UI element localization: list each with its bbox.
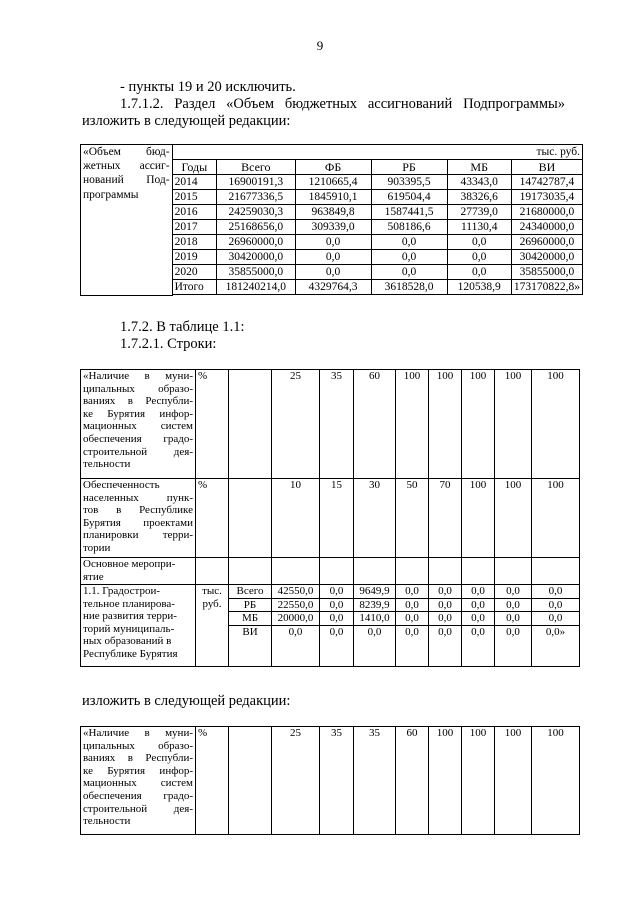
value-cell: 0,0 — [495, 585, 532, 599]
label-line: Республике Бурятия — [83, 647, 178, 660]
label-line: Бурятия проектами — [83, 516, 193, 529]
label-line: ятие — [83, 570, 104, 583]
budget-header: Годы — [172, 160, 217, 175]
table-row — [81, 479, 580, 558]
budget-label-cell — [81, 145, 173, 296]
budget-cell: 30420000,0 — [511, 250, 582, 265]
value-cell: 0,0 — [320, 598, 354, 612]
label-line: Обеспеченность — [83, 479, 160, 491]
empty-cell — [229, 370, 272, 479]
budget-cell: 21677336,5 — [217, 190, 295, 205]
budget-cell: 26960000,0 — [511, 235, 582, 250]
label-line: строительной дея- — [83, 802, 193, 815]
value-cell: 0,0 — [396, 612, 429, 626]
value-cell: 100 — [532, 727, 580, 835]
budget-cell: 0,0 — [447, 265, 511, 280]
value-cell: 0,0 — [429, 585, 462, 599]
budget-cell: 24259030,3 — [217, 205, 295, 220]
budget-cell: 173170822,8» — [511, 280, 582, 295]
empty-cell — [229, 727, 272, 835]
label-line: ке Бурятия инфор- — [83, 407, 193, 420]
row-label — [81, 727, 196, 835]
budget-cell: 1210665,4 — [295, 175, 371, 190]
budget-cell: 0,0 — [447, 250, 511, 265]
value-cell: 0,0 — [396, 585, 429, 599]
value-cell: 0,0 — [495, 598, 532, 612]
value-cell: 9649,9 — [354, 585, 396, 599]
budget-cell: 38326,6 — [447, 190, 511, 205]
label-line: «Наличие в муни- — [83, 727, 193, 739]
value-cell: 100 — [462, 370, 495, 479]
budget-cell: 35855000,0 — [511, 265, 582, 280]
value-cell: 0,0 — [320, 625, 354, 666]
budget-label-line: нований Под- — [83, 174, 170, 187]
budget-cell: 309339,0 — [295, 220, 371, 235]
value-cell: 100 — [462, 479, 495, 558]
label-line: Основное меропри- — [83, 558, 176, 570]
unit-cell: % — [196, 727, 229, 835]
budget-cell: 508186,6 — [371, 220, 447, 235]
budget-cell: 3618528,0 — [371, 280, 447, 295]
budget-cell: 0,0 — [295, 250, 371, 265]
indicators-table-old — [80, 369, 580, 667]
page-number: 9 — [316, 38, 324, 53]
value-cell: 100 — [532, 479, 580, 558]
value-cell: 0,0 — [429, 625, 462, 666]
source-cell: РБ — [229, 598, 272, 612]
text-line-edition-2: изложить в следующей редакции: — [82, 693, 291, 709]
budget-header: Всего — [217, 160, 295, 175]
value-cell: 60 — [354, 370, 396, 479]
row-label — [81, 479, 196, 558]
label-line: ваниях в Республи- — [83, 752, 193, 765]
budget-cell: 2017 — [172, 220, 217, 235]
value-cell: 35 — [354, 727, 396, 835]
label-line: «Наличие в муни- — [83, 370, 193, 382]
text-line-section: 1.7.1.2. Раздел «Объем бюджетных ассигнований Подпрограммы» — [120, 96, 565, 112]
source-cell: ВИ — [229, 625, 272, 666]
budget-label-line: программы — [83, 188, 139, 201]
label-line: ных образований в — [83, 635, 172, 648]
budget-cell: Итого — [172, 280, 217, 295]
budget-cell: 14742787,4 — [511, 175, 582, 190]
budget-unit: тыс. руб. — [172, 145, 582, 160]
budget-cell: 0,0 — [371, 235, 447, 250]
label-line: тельности — [83, 458, 131, 471]
value-cell: 50 — [396, 479, 429, 558]
value-cell: 0,0 — [462, 585, 495, 599]
budget-cell: 2019 — [172, 250, 217, 265]
label-line: обеспечения градо- — [83, 789, 193, 802]
budget-label-line: «Объем бюд- — [83, 146, 170, 158]
budget-cell: 2014 — [172, 175, 217, 190]
budget-cell: 26960000,0 — [217, 235, 295, 250]
source-cell: Всего — [229, 585, 272, 599]
row-label — [81, 558, 196, 585]
value-cell: 100 — [495, 370, 532, 479]
label-line: ципальных образо- — [83, 739, 193, 752]
value-cell: 0,0 — [462, 612, 495, 626]
budget-cell: 903395,5 — [371, 175, 447, 190]
value-cell: 0,0 — [495, 625, 532, 666]
value-cell: 70 — [429, 479, 462, 558]
table-row — [81, 585, 580, 599]
budget-cell: 43343,0 — [447, 175, 511, 190]
row-label — [81, 585, 196, 667]
unit-line: тыс. — [202, 585, 222, 597]
value-cell: 1410,0 — [354, 612, 396, 626]
label-line: ваниях в Республи- — [83, 395, 193, 408]
table-row — [81, 727, 580, 835]
budget-cell: 120538,9 — [447, 280, 511, 295]
budget-cell: 2016 — [172, 205, 217, 220]
value-cell: 42550,0 — [272, 585, 320, 599]
budget-table — [80, 144, 583, 296]
value-cell: 0,0 — [495, 612, 532, 626]
value-cell: 0,0 — [462, 598, 495, 612]
value-cell: 0,0 — [396, 598, 429, 612]
budget-cell: 25168656,0 — [217, 220, 295, 235]
indicators-table-new — [80, 726, 580, 835]
budget-label-line: жетных ассиг- — [83, 160, 170, 173]
value-cell: 20000,0 — [272, 612, 320, 626]
label-line: тельное планирова- — [83, 597, 175, 610]
label-line: обеспечения градо- — [83, 432, 193, 445]
label-line: ципальных образо- — [83, 382, 193, 395]
value-cell: 0,0 — [532, 585, 580, 599]
budget-header: ФБ — [295, 160, 371, 175]
value-cell: 0,0 — [429, 612, 462, 626]
value-cell: 100 — [532, 370, 580, 479]
budget-cell: 2020 — [172, 265, 217, 280]
text-line-exclude: - пункты 19 и 20 исключить. — [120, 79, 296, 95]
value-cell: 25 — [272, 370, 320, 479]
budget-cell: 16900191,3 — [217, 175, 295, 190]
value-cell: 0,0 — [532, 598, 580, 612]
budget-cell: 21680000,0 — [511, 205, 582, 220]
label-line: строительной дея- — [83, 445, 193, 458]
budget-cell: 35855000,0 — [217, 265, 295, 280]
budget-cell: 2015 — [172, 190, 217, 205]
unit-cell: % — [196, 370, 229, 479]
budget-cell: 27739,0 — [447, 205, 511, 220]
label-line: ке Бурятия инфор- — [83, 764, 193, 777]
unit-cell: % — [196, 479, 229, 558]
value-cell: 100 — [495, 479, 532, 558]
label-line: тельности — [83, 815, 131, 828]
value-cell: 8239,9 — [354, 598, 396, 612]
value-cell: 35 — [320, 370, 354, 479]
row-label — [81, 370, 196, 479]
table-row — [81, 370, 580, 479]
unit-line: руб. — [202, 597, 222, 610]
value-cell: 100 — [495, 727, 532, 835]
value-cell: 100 — [462, 727, 495, 835]
value-cell: 10 — [272, 479, 320, 558]
label-line: населенных пунк- — [83, 491, 193, 504]
value-cell: 100 — [396, 370, 429, 479]
value-cell: 0,0 — [532, 612, 580, 626]
text-line-edition-1: изложить в следующей редакции: — [82, 113, 291, 129]
value-cell: 0,0 — [354, 625, 396, 666]
budget-cell: 619504,4 — [371, 190, 447, 205]
budget-header: ВИ — [511, 160, 582, 175]
label-line: тории — [83, 541, 111, 554]
budget-header: РБ — [371, 160, 447, 175]
budget-cell: 11130,4 — [447, 220, 511, 235]
value-cell: 25 — [272, 727, 320, 835]
value-cell: 35 — [320, 727, 354, 835]
budget-cell: 963849,8 — [295, 205, 371, 220]
label-line: планировки терри- — [83, 529, 193, 542]
source-cell: МБ — [229, 612, 272, 626]
label-line: мационных систем — [83, 777, 193, 790]
label-line: торий муниципаль- — [83, 622, 175, 635]
budget-cell: 0,0 — [371, 250, 447, 265]
value-cell: 0,0 — [462, 625, 495, 666]
value-cell: 0,0 — [320, 585, 354, 599]
value-cell: 30 — [354, 479, 396, 558]
label-line: ние развития терри- — [83, 610, 177, 623]
budget-cell: 4329764,3 — [295, 280, 371, 295]
budget-cell: 181240214,0 — [217, 280, 295, 295]
budget-cell: 19173035,4 — [511, 190, 582, 205]
text-line-table: 1.7.2. В таблице 1.1: — [120, 319, 245, 335]
budget-header: МБ — [447, 160, 511, 175]
table-row — [81, 558, 580, 585]
budget-cell: 24340000,0 — [511, 220, 582, 235]
text-line-rows: 1.7.2.1. Строки: — [120, 336, 217, 352]
value-cell: 0,0 — [272, 625, 320, 666]
budget-cell: 0,0 — [371, 265, 447, 280]
value-cell: 0,0 — [429, 598, 462, 612]
value-cell: 100 — [429, 727, 462, 835]
budget-cell: 2018 — [172, 235, 217, 250]
value-cell: 0,0 — [320, 612, 354, 626]
budget-cell: 0,0 — [295, 265, 371, 280]
budget-cell: 1845910,1 — [295, 190, 371, 205]
value-cell: 0,0 — [396, 625, 429, 666]
budget-cell: 0,0 — [447, 235, 511, 250]
unit-cell — [196, 585, 229, 667]
value-cell: 60 — [396, 727, 429, 835]
budget-cell: 0,0 — [295, 235, 371, 250]
label-line: 1.1. Градострои- — [83, 585, 161, 597]
empty-cell — [229, 479, 272, 558]
value-cell: 0,0» — [532, 625, 580, 666]
value-cell: 100 — [429, 370, 462, 479]
budget-cell: 1587441,5 — [371, 205, 447, 220]
value-cell: 22550,0 — [272, 598, 320, 612]
label-line: мационных систем — [83, 420, 193, 433]
label-line: тов в Республике — [83, 504, 193, 517]
budget-cell: 30420000,0 — [217, 250, 295, 265]
value-cell: 15 — [320, 479, 354, 558]
